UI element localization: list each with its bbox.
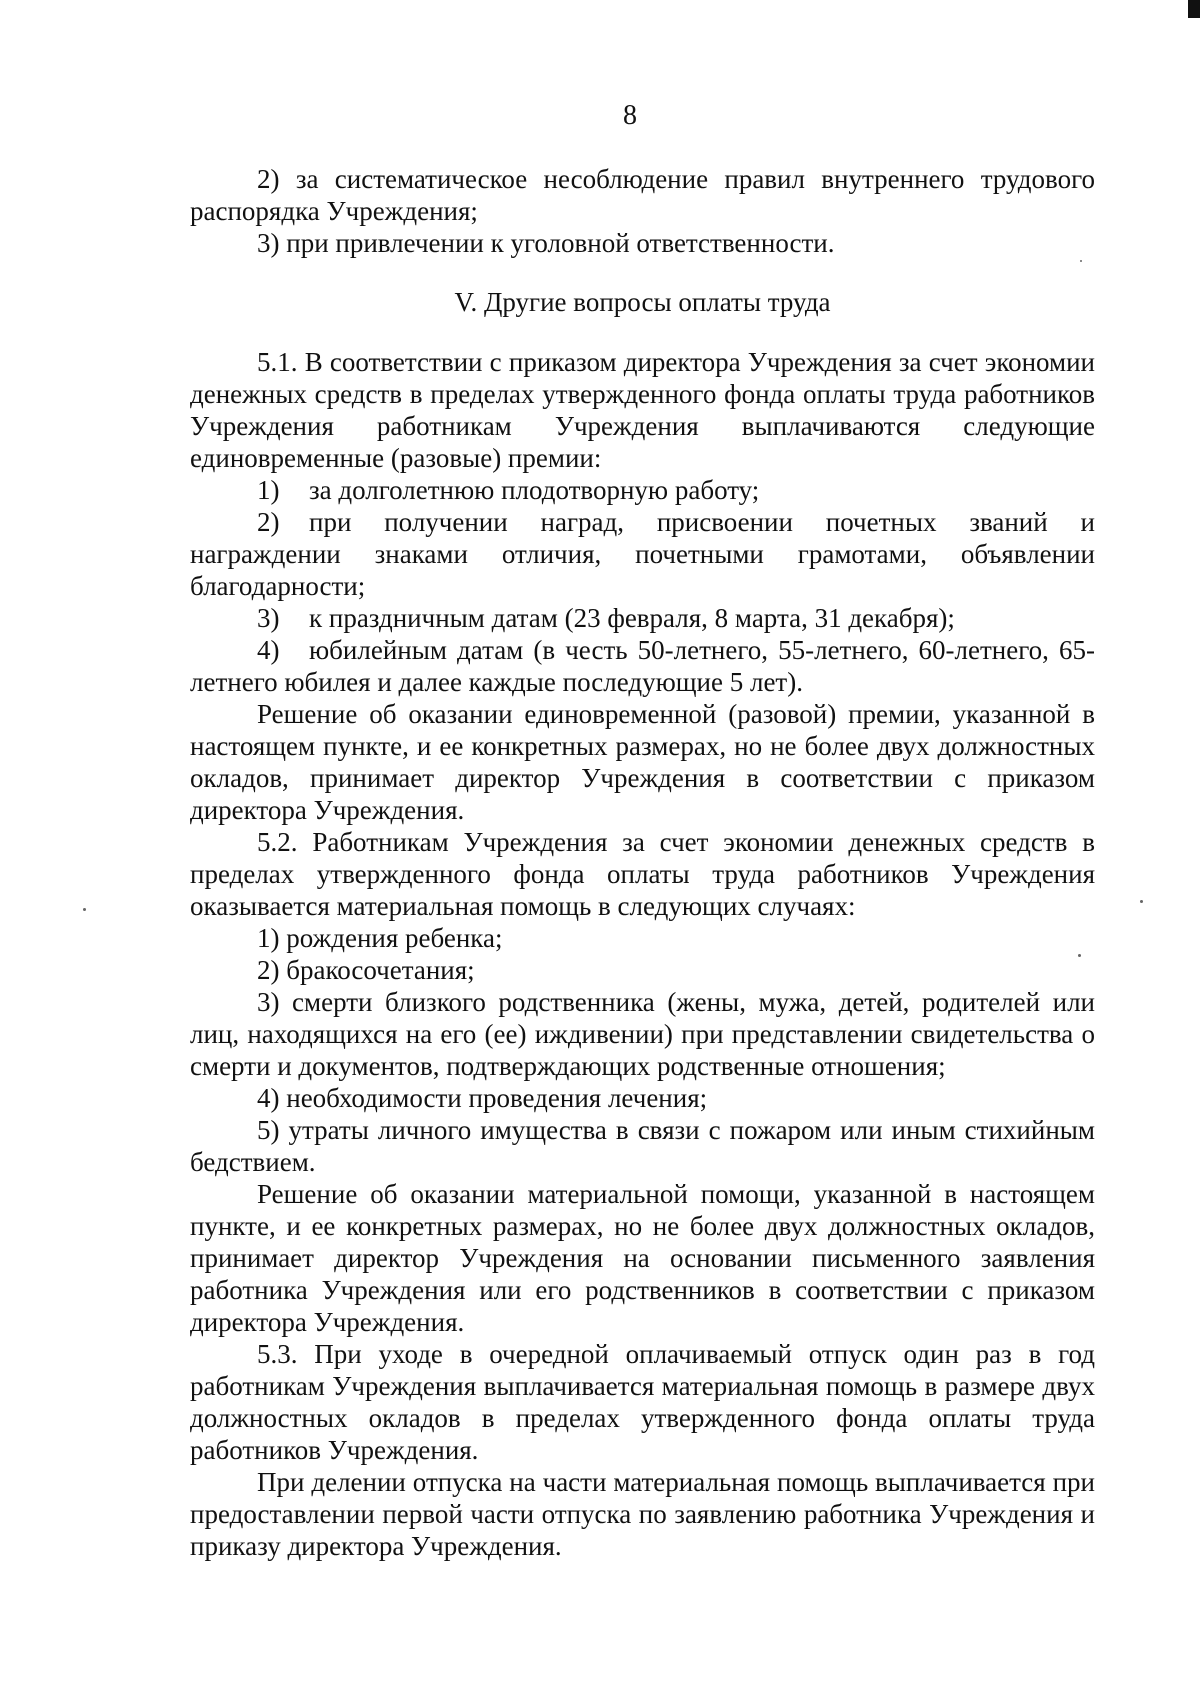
list-item bbox=[190, 506, 1095, 602]
document-body bbox=[190, 163, 1095, 1562]
paragraph-5-2-decision: Решение об оказании материальной помощи, указанной в настоящем пункте, и ее конкретных размерах, но не более двух должностных окладов, принимает директор Учреждения на основании письменного заявления работника Учреждения или его родственников в соответствии с приказом директора Учреждения. bbox=[190, 1179, 1095, 1337]
list-item: 3) смерти близкого родственника (жены, мужа, детей, родителей или лиц, находящихся на его (ее) иждивении) при представлении свидетельства о смерти и документов, подтверждающих родственные отношения; bbox=[190, 987, 1095, 1081]
list-item-number: 3) bbox=[257, 603, 280, 633]
list-item: 1) рождения ребенка; bbox=[257, 923, 503, 953]
scan-edge-mark bbox=[1188, 0, 1200, 18]
scan-speck bbox=[1140, 900, 1143, 903]
scan-speck bbox=[83, 908, 86, 911]
list-item: 4) необходимости проведения лечения; bbox=[257, 1083, 708, 1113]
list-item-text: к праздничным датам (23 февраля, 8 марта, 31 декабря); bbox=[309, 603, 955, 633]
list-item-text: юбилейным датам (в честь 50-летнего, 55-летнего, 60-летнего, 65-летнего юбилея и далее каждые последующие 5 лет). bbox=[190, 635, 1095, 697]
paragraph-5-3: 5.3. При уходе в очередной оплачиваемый отпуск один раз в год работникам Учреждения выплачивается материальная помощь в размере двух должностных окладов в пределах утвержденного фонда оплаты труда работников Учреждения. bbox=[190, 1339, 1095, 1465]
list-item-number: 1) bbox=[257, 475, 280, 505]
paragraph-5-2: 5.2. Работникам Учреждения за счет экономии денежных средств в пределах утвержденного фонда оплаты труда работников Учреждения оказывается материальная помощь в следующих случаях: bbox=[190, 827, 1095, 921]
list-item-number: 2) bbox=[257, 507, 280, 537]
section-heading: V. Другие вопросы оплаты труда bbox=[454, 287, 831, 317]
list-item-number: 4) bbox=[257, 635, 280, 665]
list-item-text: за долголетнюю плодотворную работу; bbox=[309, 475, 760, 505]
list-item: 2) бракосочетания; bbox=[257, 955, 475, 985]
list-item bbox=[190, 634, 1095, 698]
list-item-text: при получении наград, присвоении почетных званий и награждении знаками отличия, почетными грамотами, объявлении благодарности; bbox=[190, 507, 1095, 601]
paragraph-5-1-decision: Решение об оказании единовременной (разовой) премии, указанной в настоящем пункте, и ее конкретных размерах, но не более двух должностных окладов, принимает директор Учреждения в соответствии с приказом директора Учреждения. bbox=[190, 699, 1095, 825]
list-item bbox=[190, 602, 1095, 634]
intro-item-2: 2) за систематическое несоблюдение правил внутреннего трудового распорядка Учреждения; bbox=[190, 164, 1095, 226]
page-number: 8 bbox=[623, 100, 637, 131]
intro-item-3: 3) при привлечении к уголовной ответственности. bbox=[257, 228, 835, 258]
paragraph-5-3-division: При делении отпуска на части материальная помощь выплачивается при предоставлении первой части отпуска по заявлению работника Учреждения и приказу директора Учреждения. bbox=[190, 1467, 1095, 1561]
list-item bbox=[190, 474, 1095, 506]
list-item: 5) утраты личного имущества в связи с пожаром или иным стихийным бедствием. bbox=[190, 1115, 1095, 1177]
paragraph-5-1: 5.1. В соответствии с приказом директора Учреждения за счет экономии денежных средств в пределах утвержденного фонда оплаты труда работников Учреждения работникам Учреждения выплачиваются следующие единовременные (разовые) премии: bbox=[190, 347, 1095, 473]
